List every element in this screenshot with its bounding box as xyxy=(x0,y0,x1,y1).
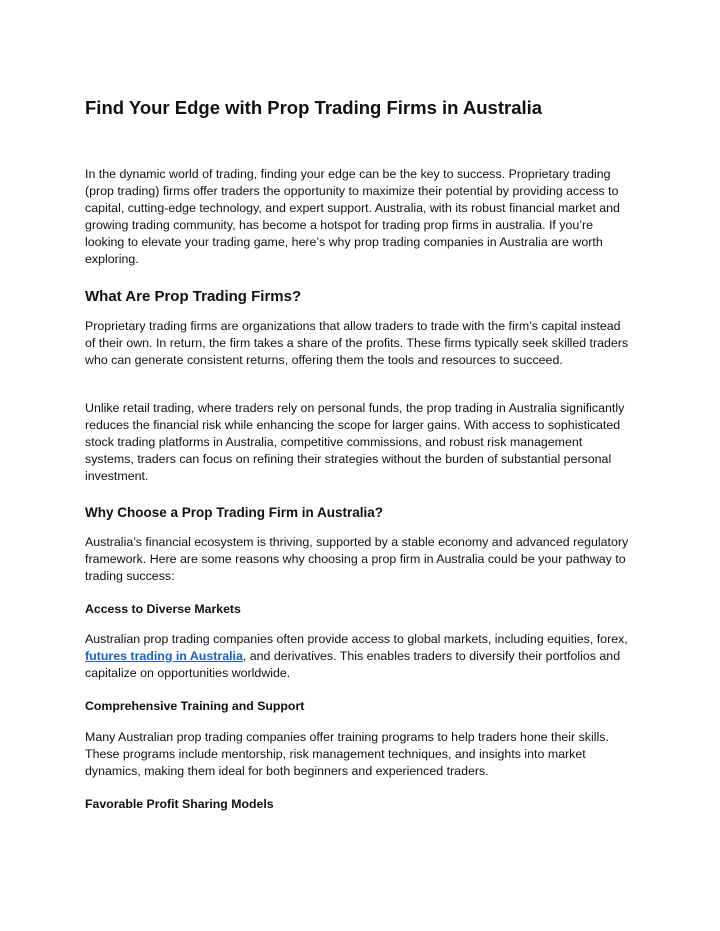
subheading-comprehensive-training: Comprehensive Training and Support xyxy=(85,699,305,713)
section1-paragraph-1: Proprietary trading firms are organizations that allow traders to trade with the firm’s capital instead of their own. In return, the firm takes a share of the profits. These firms typically seek skilled traders who can generate consistent returns, offering them the tools and resources to succeed. xyxy=(85,319,629,368)
page-title: Find Your Edge with Prop Trading Firms in Australia xyxy=(85,97,543,118)
section-heading-why-choose: Why Choose a Prop Trading Firm in Australia? xyxy=(85,505,384,520)
futures-trading-link[interactable]: futures trading in Australia xyxy=(85,649,243,664)
section2-paragraph-1: Australia’s financial ecosystem is thriving, supported by a stable economy and advanced regulatory framework. Here are some reasons why choosing a prop firm in Australia could be your pathway to trading success: xyxy=(85,535,629,584)
subheading-access-to-diverse-markets: Access to Diverse Markets xyxy=(85,602,241,616)
intro-paragraph: In the dynamic world of trading, finding your edge can be the key to success. Proprietary trading (prop trading) firms offer traders the opportunity to maximize their potential by providing access to capital, cutting-edge technology, and expert support. Australia, with its robust financial market and growing trading community, has become a hotspot for trading prop firms in australia. If you’re looking to elevate your trading game, here’s why prop trading companies in Australia are worth exploring. xyxy=(85,167,620,267)
access-markets-paragraph xyxy=(85,631,630,682)
section1-paragraph-2: Unlike retail trading, where traders rely on personal funds, the prop trading in Australia significantly reduces the financial risk while enhancing the scope for larger gains. With access to sophisticated stock trading platforms in Australia, competitive commissions, and robust risk management systems, traders can focus on refining their strategies without the burden of substantial personal investment. xyxy=(85,401,625,484)
subheading-favorable-profit-sharing: Favorable Profit Sharing Models xyxy=(85,797,274,811)
training-support-paragraph: Many Australian prop trading companies offer training programs to help traders hone their skills. These programs include mentorship, risk management techniques, and insights into market dynamics, making them ideal for both beginners and experienced traders. xyxy=(85,730,609,779)
access-markets-text-before: Australian prop trading companies often provide access to global markets, including equities, forex, xyxy=(85,632,628,646)
section-heading-what-are-prop-trading-firms: What Are Prop Trading Firms? xyxy=(85,288,302,305)
access-markets-text-after: , and derivatives. This enables traders to diversify their portfolios and capitalize on opportunities worldwide. xyxy=(85,649,621,681)
